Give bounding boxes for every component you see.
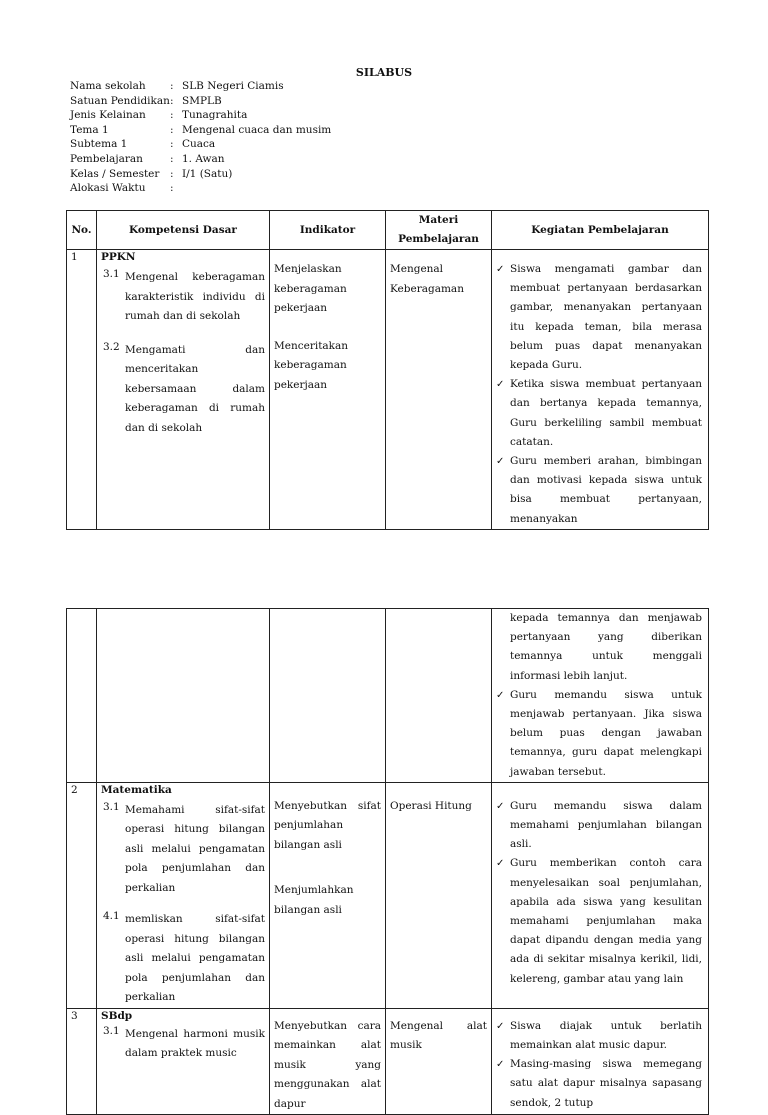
kd-item [97,797,269,899]
indikator-item: Menceritakan keberagaman pekerjaan [274,339,349,391]
indikator-list [270,250,385,395]
meta-colon: : [170,80,174,92]
kegiatan-list [492,250,708,529]
meta-row [70,123,331,138]
meta-colon: : [170,94,174,107]
meta-row [70,167,331,182]
meta-key: Jenis Kelainan [70,109,146,122]
kegiatan-list [492,686,708,782]
meta-row [70,108,331,123]
kd-number: 3.1 [103,1024,120,1037]
meta-key: Kelas / Semester [70,167,160,180]
check-icon: ✓ [496,264,505,275]
kd-number: 3.2 [103,340,120,353]
kd-item [97,898,269,1008]
row-number: 2 [71,783,78,796]
kd-text: Mengenal harmoni musik dalam praktek music [125,1027,265,1060]
kegiatan-item [496,1055,702,1113]
kd-number: 4.1 [103,910,120,923]
materi-text: Operasi Hitung [390,799,472,812]
meta-value: I/1 (Satu) [182,167,233,180]
kd-item [97,1023,269,1064]
kd-text: Memahami sifat-sifat operasi hitung bilangan asli melalui pengamatan pola penjumlahan dan perkalian [125,803,265,894]
kegiatan-item [496,686,702,782]
check-icon: ✓ [496,379,505,391]
table-row [67,250,709,530]
syllabus-table-part-1 [66,210,709,530]
meta-value: 1. Awan [182,152,225,165]
header-kompetensi-dasar: Kompetensi Dasar [97,211,270,250]
kd-text: memliskan sifat-sifat operasi hitung bilangan asli melalui pengamatan pola penjumlahan dan perkalian [125,913,265,1004]
kd-text: Mengenal keberagaman karakteristik individu di rumah dan di sekolah [125,271,265,322]
check-icon: ✓ [496,456,505,468]
table-row [67,782,709,1008]
subject-title: SBdp [101,1009,133,1022]
header-no: No. [67,211,97,250]
meta-key: Nama sekolah [70,80,146,92]
kegiatan-item [496,1017,702,1055]
syllabus-table-part-2 [66,608,709,1115]
meta-colon: : [170,138,174,151]
kegiatan-list [492,1009,708,1113]
meta-value: Mengenal cuaca dan musim [182,123,332,136]
check-icon: ✓ [496,689,505,701]
meta-row [70,94,331,109]
meta-colon: : [170,123,174,136]
document-title: SILABUS [355,66,413,79]
meta-colon: : [170,167,174,180]
kegiatan-text: Siswa mengamati gambar dan membuat pertanyaan berdasarkan gambar, menanyakan pertanyaan itu kepada teman, bila merasa belum puas dapat menanyakan kepada Guru. [510,263,702,372]
kegiatan-text: Guru memandu siswa untuk menjawab pertanyaan. Jika siswa belum puas dengan jawaban temannya, guru dapat melengkapi jawaban tersebut. [510,688,702,778]
kegiatan-text: Guru memberikan contoh cara menyelesaikan soal penjumlahan, apabila ada siswa yang kesulitan memahami penjumlahan maka dapat dipandu dengan media yang ada di sekitar misalnya kerikil, lidi, kelereng, gambar atau yang lain [510,857,702,985]
meta-key: Alokasi Waktu [70,182,146,195]
header-kegiatan: Kegiatan Pembelajaran [492,211,709,250]
kegiatan-item [496,797,702,855]
subject-title: Matematika [101,783,172,796]
meta-row [70,79,331,94]
indikator-item: Menjelaskan keberagaman pekerjaan [274,263,347,314]
meta-row [70,181,331,196]
meta-colon: : [170,109,174,122]
meta-value: Tunagrahita [182,109,248,122]
meta-colon: : [170,152,174,165]
table-header-row [67,211,709,250]
kd-item [97,264,269,327]
row-number: 3 [71,1009,78,1022]
meta-row [70,152,331,167]
meta-key: Satuan Pendidikan [70,94,170,107]
kd-number: 3.1 [103,268,120,280]
kegiatan-text: Guru memandu siswa dalam memahami penjumlahan bilangan asli. [510,799,702,851]
kegiatan-text: Siswa diajak untuk berlatih memainkan alat music dapur. [510,1019,702,1052]
meta-colon: : [170,182,174,195]
header-indikator: Indikator [270,211,386,250]
kegiatan-item [496,452,702,529]
kegiatan-item [496,854,702,988]
check-icon: ✓ [496,1020,505,1032]
meta-key: Pembelajaran [70,152,143,165]
header-materi: Materi Pembelajaran [386,211,492,250]
kd-text: Mengamati dan menceritakan kebersamaan dalam keberagaman di rumah dan di sekolah [125,343,265,434]
kegiatan-continuation: kepada temannya dan menjawab pertanyaan yang diberikan temannya untuk menggali informasi lebih lanjut. [510,612,702,682]
kegiatan-text: Ketika siswa membuat pertanyaan dan bertanya kepada temannya, Guru berkeliling sambil membuat catatan. [510,378,702,448]
materi-text: Mengenal alat musik [390,1019,487,1052]
kegiatan-text: Masing-masing siswa memegang satu alat dapur misalnya sapasang sendok, 2 tutup [510,1058,702,1109]
kegiatan-item [496,260,702,375]
kegiatan-list [492,783,708,989]
meta-key: Subtema 1 [70,138,128,151]
indikator-item: Menjumlahkan bilangan asli [274,884,354,916]
indikator-item: Menyebutkan sifat penjumlahan bilangan asli [274,799,381,851]
row-number: 1 [71,251,78,263]
subject-title: PPKN [101,251,136,263]
meta-value: SLB Negeri Ciamis [182,80,284,92]
check-icon: ✓ [496,800,505,812]
table-row [67,609,709,783]
identity-block [70,79,331,196]
kd-number: 3.1 [103,800,120,813]
kd-item [97,327,269,439]
indikator-item: Menyebutkan cara memainkan alat musik yang menggunakan alat dapur [274,1019,381,1110]
indikator-list [270,783,385,921]
check-icon: ✓ [496,858,505,870]
materi-text: Mengenal Keberagaman [390,263,464,295]
kegiatan-item [496,375,702,452]
check-icon: ✓ [496,1059,505,1071]
kegiatan-text: Guru memberi arahan, bimbingan dan motivasi kepada siswa untuk bisa membuat pertanyaan, menanyakan [510,455,702,525]
table-row [67,1008,709,1115]
meta-value: SMPLB [182,94,222,107]
meta-row [70,137,331,152]
meta-key: Tema 1 [70,123,109,136]
meta-value: Cuaca [182,138,216,151]
indikator-list [270,1009,385,1115]
